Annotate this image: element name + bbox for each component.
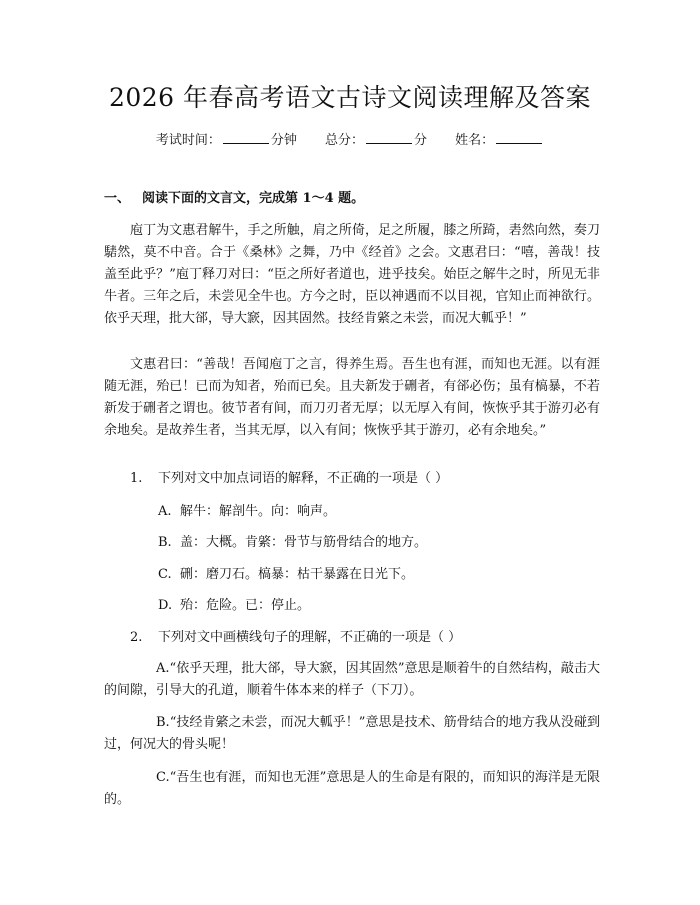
question-2-option-a [104,658,600,702]
passage-paragraph-2-text: 文惠君曰：“善哉！吾闻庖丁之言，得养生焉。吾生也有涯，而知也无涯。以有涯随无涯，殆已！已而为知者，殆而已矣。且夫新发于硎者，有郤必伤；虽有槁暴，不若新发于硎者之谓也。彼节者有间，而刀刃者无厚；以无厚入有间，恢恢乎其于游刃必有余地矣。是故养生者，当其无厚，以入有间；恢恢乎其于游刃，必有余地矣。” [104,357,600,438]
option-paragraph [104,712,600,756]
exam-time-unit: 分钟 [270,133,297,148]
question-number: 1. [130,471,143,486]
question-2 [130,628,461,648]
option-letter: C. [158,567,172,582]
total-score-unit: 分 [414,133,428,148]
page-title: 2026 年春高考语文古诗文阅读理解及答案 [108,83,592,112]
option-text: 解牛：解剖牛。向：响声。 [180,504,337,519]
student-name-blank [496,130,542,144]
question-2-option-b [104,712,600,756]
option-text: 盖：大概。肯綮：骨节与筋骨结合的地方。 [180,535,428,550]
option-paragraph [104,658,600,702]
option-text: “吾生也有涯，而知也无涯”意思是人的生命是有限的，而知识的海洋是无限的。 [104,770,600,807]
question-stem: 下列对文中画横线句子的理解，不正确的一项是（ ） [158,630,462,645]
passage-paragraph [104,354,600,442]
passage-paragraph [104,220,600,330]
option-letter: B. [156,715,170,730]
exam-time-label: 考试时间： [155,133,221,148]
question-1-option-c [158,565,414,585]
section-heading-text: 阅读下面的文言文，完成第 1～4 题。 [142,191,365,206]
option-letter: B. [158,535,172,550]
question-1 [130,469,448,489]
option-letter: A. [156,661,170,676]
exam-info-row [0,130,700,151]
option-letter: D. [158,598,173,613]
option-text: 殆：危险。已：停止。 [180,598,311,613]
total-score-label: 总分： [324,133,364,148]
total-score-field [325,130,427,151]
option-text: “依乎天理，批大郤，导大窾，因其固然”意思是顺着牛的自然结构，敲击大的间隙，引导大的孔道，顺着牛体本来的样子（下刀）。 [104,661,600,698]
student-name-label: 姓名： [455,133,495,148]
question-1-option-b [158,533,427,553]
option-letter: A. [158,504,172,519]
question-2-option-c [104,767,600,811]
question-1-option-a [158,502,336,522]
passage-paragraph-1-text: 庖丁为文惠君解牛，手之所触，肩之所倚，足之所履，膝之所踦，砉然向然，奏刀騞然，莫不中音。合于《桑林》之舞，乃中《经首》之会。文惠君曰：“嘻，善哉！技盖至此乎？”庖丁释刀对曰：“臣之所好者道也，进乎技矣。始臣之解牛之时，所见无非牛者。三年之后，未尝见全牛也。方今之时，臣以神遇而不以目视，官知止而神欲行。依乎天理，批大郤，导大窾，因其固然。技经肯綮之未尝，而况大軱乎！” [104,223,600,326]
exam-time-field [156,130,297,151]
option-letter: C. [156,770,170,785]
question-1-option-d [158,596,310,616]
option-paragraph [104,767,600,811]
question-number: 2. [130,630,143,645]
section-number: 一、 [104,191,131,206]
total-score-blank [366,130,412,144]
option-text: “技经肯綮之未尝，而况大軱乎！”意思是技术、筋骨结合的地方我从没碰到过，何况大的骨头呢！ [104,715,600,752]
exam-time-blank [223,130,269,144]
student-name-field [455,130,544,151]
section-heading [104,189,364,209]
question-stem: 下列对文中加点词语的解释，不正确的一项是（ ） [158,471,449,486]
option-text: 硎：磨刀石。槁暴：枯干暴露在日光下。 [180,567,415,582]
